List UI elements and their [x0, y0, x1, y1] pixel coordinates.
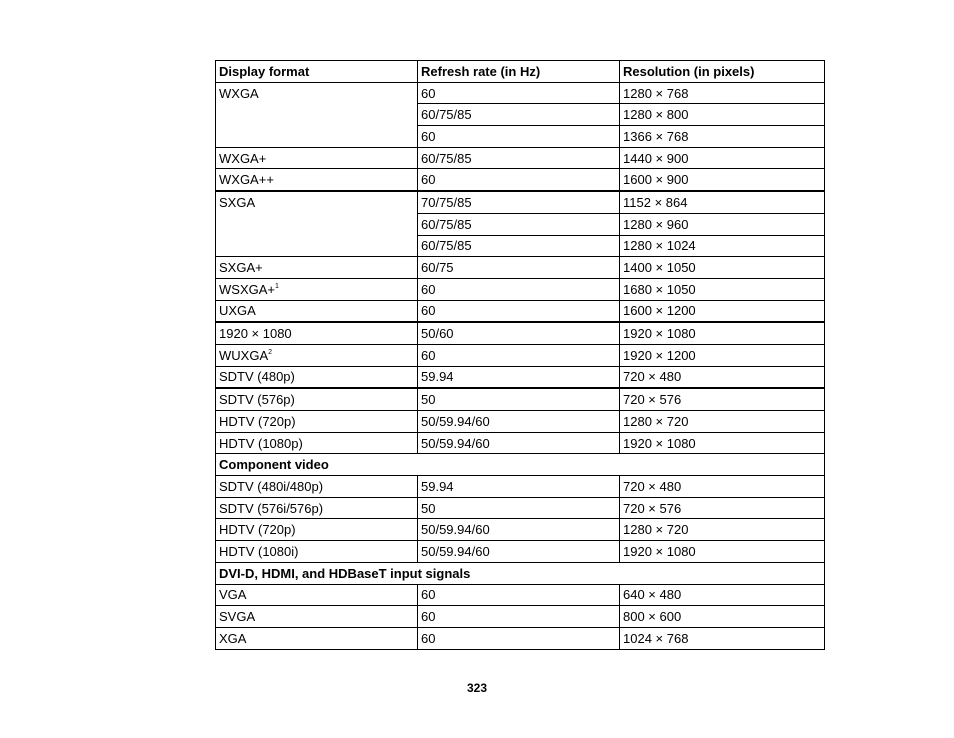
display-format-cell: [216, 278, 418, 300]
refresh-rate-cell: 60: [418, 169, 620, 191]
display-format-label: SVGA: [219, 609, 256, 625]
display-format-label: UXGA: [219, 303, 256, 319]
resolution-cell: 1280 × 800: [620, 104, 825, 126]
resolution-cell: 720 × 576: [620, 497, 825, 519]
resolution-cell: 1280 × 720: [620, 411, 825, 433]
refresh-rate-cell: 60: [418, 82, 620, 104]
refresh-rate-cell: 60/75: [418, 257, 620, 279]
refresh-rate-cell: 50/60: [418, 322, 620, 344]
refresh-rate-cell: 50/59.94/60: [418, 432, 620, 454]
table-row: [216, 82, 825, 104]
display-format-cell: [216, 322, 418, 344]
refresh-rate-cell: 60: [418, 278, 620, 300]
display-format-cell: [216, 257, 418, 279]
display-format-label: WSXGA+: [219, 281, 275, 297]
display-format-label: HDTV (1080i): [219, 543, 299, 559]
display-format-label: VGA: [219, 587, 247, 603]
resolution-cell: 800 × 600: [620, 606, 825, 628]
section-heading: Component video: [216, 454, 825, 476]
table-row: [216, 411, 825, 433]
refresh-rate-cell: 60: [418, 606, 620, 628]
section-row: [216, 562, 825, 584]
table-row: [216, 169, 825, 191]
table-row: [216, 366, 825, 388]
refresh-rate-cell: 60/75/85: [418, 235, 620, 257]
resolution-cell: 1920 × 1080: [620, 322, 825, 344]
resolution-cell: 1024 × 768: [620, 627, 825, 649]
resolution-cell: 1920 × 1200: [620, 344, 825, 366]
display-format-label: XGA: [219, 630, 247, 646]
resolution-cell: 720 × 480: [620, 476, 825, 498]
resolution-cell: 1680 × 1050: [620, 278, 825, 300]
footnote-marker: 1: [275, 282, 279, 290]
display-format-cell: [216, 584, 418, 606]
display-format-cell: [216, 300, 418, 322]
display-format-label: WXGA+: [219, 150, 267, 166]
display-format-cell: [216, 169, 418, 191]
refresh-rate-cell: 60: [418, 627, 620, 649]
refresh-rate-cell: 59.94: [418, 476, 620, 498]
page-number: 323: [466, 681, 488, 695]
display-format-label: SXGA: [219, 195, 256, 211]
resolution-cell: 1366 × 768: [620, 126, 825, 148]
resolution-cell: 1600 × 900: [620, 169, 825, 191]
table-row: [216, 344, 825, 366]
refresh-rate-cell: 60: [418, 584, 620, 606]
resolution-cell: 1152 × 864: [620, 191, 825, 213]
refresh-rate-cell: 60/75/85: [418, 104, 620, 126]
display-format-cell: [216, 191, 418, 257]
refresh-rate-cell: 60: [418, 126, 620, 148]
table-row: [216, 519, 825, 541]
refresh-rate-cell: 50: [418, 497, 620, 519]
footnote-marker: 2: [268, 348, 273, 356]
display-format-label: WUXGA: [219, 347, 269, 363]
refresh-rate-cell: 60/75/85: [418, 147, 620, 169]
display-format-label: SDTV (576p): [219, 392, 295, 408]
display-format-cell: [216, 606, 418, 628]
display-format-cell: [216, 519, 418, 541]
resolution-cell: 1280 × 720: [620, 519, 825, 541]
display-format-label: HDTV (720p): [219, 522, 296, 538]
table-row: [216, 541, 825, 563]
resolution-cell: 1440 × 900: [620, 147, 825, 169]
refresh-rate-cell: 60: [418, 300, 620, 322]
table-row: [216, 300, 825, 322]
table-row: [216, 497, 825, 519]
refresh-rate-cell: 60/75/85: [418, 213, 620, 235]
display-format-cell: [216, 476, 418, 498]
display-format-label: HDTV (720p): [219, 413, 296, 429]
table-row: [216, 606, 825, 628]
resolution-cell: 720 × 480: [620, 366, 825, 388]
display-format-cell: [216, 344, 418, 366]
display-format-cell: [216, 366, 418, 388]
resolution-cell: 1280 × 960: [620, 213, 825, 235]
display-format-cell: [216, 627, 418, 649]
table-row: [216, 388, 825, 410]
resolution-cell: 640 × 480: [620, 584, 825, 606]
resolution-cell: 1920 × 1080: [620, 541, 825, 563]
display-format-cell: [216, 388, 418, 410]
column-header: Refresh rate (in Hz): [418, 61, 620, 83]
display-format-label: 1920 × 1080: [219, 326, 292, 342]
resolution-cell: 1920 × 1080: [620, 432, 825, 454]
refresh-rate-cell: 59.94: [418, 366, 620, 388]
refresh-rate-cell: 50/59.94/60: [418, 541, 620, 563]
refresh-rate-cell: 50/59.94/60: [418, 519, 620, 541]
table-body: [216, 82, 825, 649]
resolution-cell: 1600 × 1200: [620, 300, 825, 322]
display-format-cell: [216, 411, 418, 433]
display-format-label: SDTV (480p): [219, 369, 295, 385]
table-row: [216, 278, 825, 300]
refresh-rate-cell: 50/59.94/60: [418, 411, 620, 433]
display-format-label: WXGA: [219, 85, 259, 101]
display-format-table: [215, 60, 825, 650]
display-format-cell: [216, 541, 418, 563]
table-row: [216, 432, 825, 454]
column-header: Resolution (in pixels): [620, 61, 825, 83]
table-row: [216, 257, 825, 279]
column-header: Display format: [216, 61, 418, 83]
display-format-cell: [216, 432, 418, 454]
refresh-rate-cell: 50: [418, 388, 620, 410]
display-format-label: SDTV (576i/576p): [219, 500, 324, 516]
refresh-rate-cell: 70/75/85: [418, 191, 620, 213]
display-format-label: HDTV (1080p): [219, 435, 303, 451]
table-row: [216, 322, 825, 344]
table-row: [216, 584, 825, 606]
section-heading: DVI-D, HDMI, and HDBaseT input signals: [216, 562, 825, 584]
table-row: [216, 191, 825, 213]
refresh-rate-cell: 60: [418, 344, 620, 366]
table-row: [216, 627, 825, 649]
display-format-label: SXGA+: [219, 260, 263, 276]
display-format-cell: [216, 497, 418, 519]
display-format-cell: [216, 147, 418, 169]
display-format-label: SDTV (480i/480p): [219, 478, 324, 494]
display-format-cell: [216, 82, 418, 147]
section-row: [216, 454, 825, 476]
resolution-cell: 1400 × 1050: [620, 257, 825, 279]
table-row: [216, 147, 825, 169]
resolution-cell: 1280 × 1024: [620, 235, 825, 257]
table-header-row: [216, 61, 825, 83]
table-row: [216, 476, 825, 498]
resolution-cell: 720 × 576: [620, 388, 825, 410]
resolution-cell: 1280 × 768: [620, 82, 825, 104]
display-format-label: WXGA++: [219, 172, 274, 188]
